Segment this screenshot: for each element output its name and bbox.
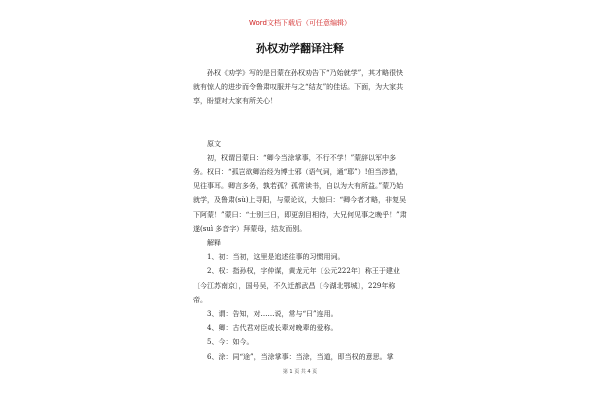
original-heading: 原文 (207, 139, 221, 148)
original-text: 初，权谓吕蒙曰：“卿今当涂掌事，不行不学！”蒙辞以军中多务。权曰：“孤岂欲卿治经为博士邪（语气词，通“耶”）!但当涉猎，见往事耳。卿言多务，孰若孤？孤常读书，自以为大有所益。”蒙乃始就学，及鲁肃(sù)上寻阳，与蒙论议，大惊曰：“卿今者才略，非复吴下阿蒙！”蒙曰：“士别三日，即更刮目相待，大兄何见事之晚乎！”肃遂(suì 多音字）拜蒙母，结友而别。 (193, 153, 407, 233)
note-item: 3、谓：告知，对……说，常与“曰”连用。 (207, 310, 338, 319)
note-item: 5、今：如今。 (207, 338, 254, 347)
spacer (193, 123, 407, 137)
spacer (193, 109, 407, 123)
note-item: 2、权：指孙权，字仲谋，黄龙元年〔公元222年〕称王于建业〔今江苏南京〕，国号吴，不久迁都武昌〔今湖北鄂城〕，229年称帝。 (193, 267, 400, 304)
intro-paragraph: 孙权《劝学》写的是吕蒙在孙权劝告下“乃始就学”，其才略很快就有惊人的进步而令鲁肃叹服并与之“结友”的佳话。下面，为大家共享，盼望对大家有所关心！ (193, 69, 404, 106)
notes-heading: 解释 (207, 239, 221, 248)
download-note: Word文档下载后（可任意编辑） (249, 19, 351, 27)
note-item: 1、初：当初，这里是追述往事的习惯用词。 (207, 253, 345, 262)
document-body (193, 66, 407, 364)
page-title: 孙权劝学翻译注释 (256, 42, 344, 55)
note-item: 4、卿：古代君对臣或长辈对晚辈的爱称。 (207, 324, 338, 333)
note-item: 6、涂：同“途”，当涂掌事：当涂，当道，即当权的意思。掌 (207, 352, 394, 361)
page-number: 第 1 页 共 4 页 (282, 369, 318, 375)
